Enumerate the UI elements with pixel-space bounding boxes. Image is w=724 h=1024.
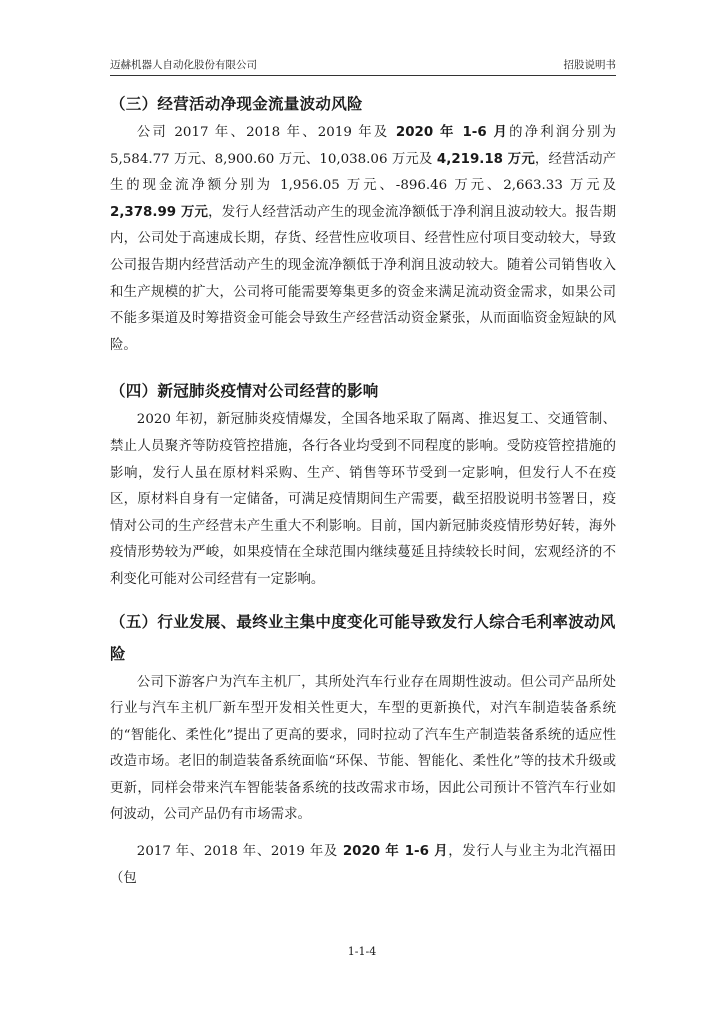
section-heading: （五）行业发展、最终业主集中度变化可能导致发行人综合毛利率波动风险 bbox=[110, 612, 616, 663]
section-gross-margin-risk bbox=[110, 606, 616, 893]
text-run: 的净利润分别为 5,584.77 万元、8,900.60 万元、10,038.06 万元及 bbox=[110, 125, 616, 167]
text-run: 公司 2017 年、2018 年、2019 年及 bbox=[136, 125, 396, 140]
section-heading: （四）新冠肺炎疫情对公司经营的影响 bbox=[110, 382, 379, 401]
section-cash-flow-risk bbox=[110, 88, 616, 359]
text-run: ，经营活动产生的现金流净额分别为 1,956.05 万元、-896.46 万元、2,663.33 万元及 bbox=[110, 151, 617, 194]
text-run: 2017 年、2018 年、2019 年及 bbox=[136, 844, 343, 860]
paragraph: 公司下游客户为汽车主机厂，其所处汽车行业存在周期性波动。但公司产品所处行业与汽车主机厂新车型开发相关性更大，车型的更新换代，对汽车制造装备系统的“智能化、柔性化”提出了更高的要求，同时拉动了汽车生产制造装备系统的适应性改造市场。老旧的制造装备系统面临“环保、节能、智能化、柔性化”等的技术升级或更新，同样会带来汽车智能装备系统的技改需求市场，因此公司预计不管汽车行业如何波动，公司产品仍有市场需求。 bbox=[110, 674, 616, 823]
page-header bbox=[110, 50, 616, 76]
bold-text-run: 2,378.99 万元 bbox=[110, 204, 209, 220]
paragraph: 2020 年初，新冠肺炎疫情爆发，全国各地采取了隔离、推迟复工、交通管制、禁止人员聚齐等防疫管控措施，各行各业均受到不同程度的影响。受防疫管控措施的影响，发行人虽在原材料采购、生产、销售等环节受到一定影响，但发行人不在疫区，原材料自身有一定储备，可满足疫情期间生产需要，截至招股说明书签署日，疫情对公司的生产经营未产生重大不利影响。目前，国内新冠肺炎疫情形势好转，海外疫情形势较为严峻，如果疫情在全球范围内继续蔓延且持续较长时间，宏观经济的不利变化可能对公司经营有一定影响。 bbox=[110, 412, 616, 587]
document-type: 招股说明书 bbox=[563, 59, 616, 71]
section-heading: （三）经营活动净现金流量波动风险 bbox=[110, 95, 363, 113]
section-covid-impact bbox=[110, 375, 616, 593]
text-run: ，发行人经营活动产生的现金流净额低于净利润且波动较大。报告期内，公司处于高速成长期，存货、经营性应收项目、经营性应付项目变动较大，导致公司报告期内经营活动产生的现金流净额低于净利润且波动较大。随着公司销售收入和生产规模的扩大，公司将可能需要筹集更多的资金来满足流动资金需求，如果公司不能多渠道及时筹措资金可能会导致生产经营活动资金紧张，从而面临资金短缺的风险。 bbox=[110, 204, 616, 353]
paragraph bbox=[110, 839, 616, 892]
page-content bbox=[110, 88, 616, 892]
text-run: ，发行人与业主为北汽福田（包 bbox=[110, 844, 617, 886]
bold-text-run: 2020 年 1-6 月 bbox=[342, 844, 449, 860]
bold-text-run: 4,219.18 万元 bbox=[436, 151, 535, 167]
bold-text-run: 2020 年 1-6 月 bbox=[395, 125, 510, 140]
paragraph bbox=[110, 120, 616, 359]
company-name: 迈赫机器人自动化股份有限公司 bbox=[110, 59, 257, 71]
page-number: 1-1-4 bbox=[347, 945, 377, 958]
